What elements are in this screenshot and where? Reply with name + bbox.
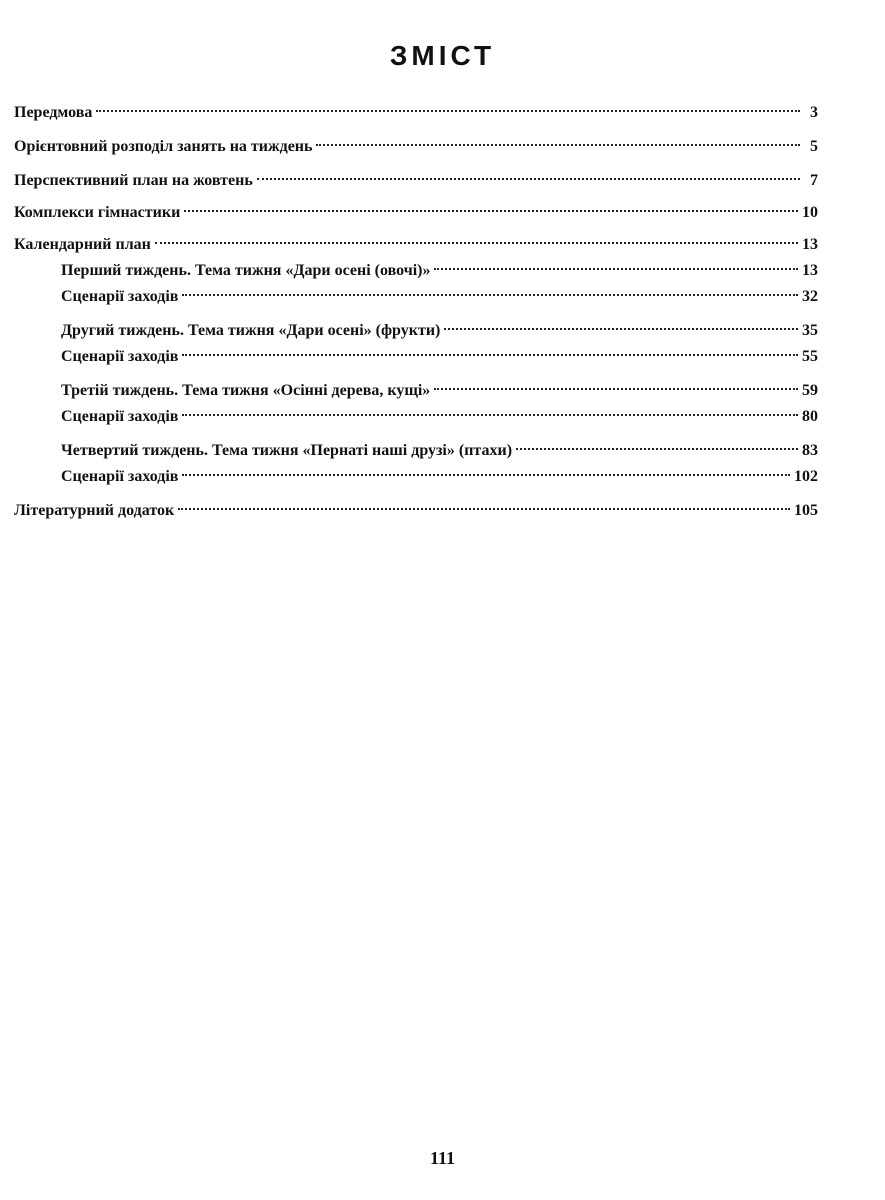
toc-entry-page: 13 (802, 262, 818, 279)
toc-entry-label: Орієнтовний розподіл занять на тиждень (14, 138, 313, 155)
toc-entry-page: 35 (802, 322, 818, 339)
toc-entry-label: Третій тиждень. Тема тижня «Осінні дерева, кущі» (61, 382, 431, 399)
dot-leader (257, 178, 800, 180)
toc-entry-weekly-schedule[interactable] (14, 134, 818, 160)
dot-leader (178, 508, 790, 510)
toc-entry-calendar-plan[interactable] (14, 232, 818, 258)
toc-entry-label: Четвертий тиждень. Тема тижня «Пернаті наші друзі» (птахи) (61, 442, 513, 459)
toc-entry-label: Сценарії заходів (61, 468, 179, 485)
toc-entry-page: 102 (794, 468, 818, 485)
toc-entry-label: Другий тиждень. Тема тижня «Дари осені» (фрукти) (61, 322, 441, 339)
toc-entry-perspective-plan[interactable] (14, 168, 818, 194)
toc-entry-page: 80 (802, 408, 818, 425)
toc-entry-week-3-scenarios[interactable] (14, 404, 818, 430)
toc-entry-week-4[interactable] (14, 438, 818, 464)
toc-entry-week-2-scenarios[interactable] (14, 344, 818, 370)
dot-leader (96, 110, 800, 112)
toc-entry-label: Комплекси гімнастики (14, 204, 181, 221)
page-title: ЗМІСТ (389, 40, 496, 71)
dot-leader (444, 328, 798, 330)
toc-entry-page: 7 (810, 172, 818, 189)
dot-leader (184, 210, 798, 212)
toc-entry-label: Передмова (14, 104, 93, 121)
toc-entry-page: 10 (802, 204, 818, 221)
table-of-contents (14, 100, 818, 524)
toc-entry-label: Сценарії заходів (61, 348, 179, 365)
dot-leader (155, 242, 798, 244)
toc-entry-week-3[interactable] (14, 378, 818, 404)
dot-leader (182, 354, 798, 356)
toc-entry-label: Літературний додаток (14, 502, 175, 519)
dot-leader (434, 268, 798, 270)
toc-entry-page: 105 (794, 502, 818, 519)
page-number: 111 (429, 1148, 455, 1168)
toc-entry-page: 55 (802, 348, 818, 365)
toc-entry-label: Перспективний план на жовтень (14, 172, 253, 189)
toc-entry-week-1[interactable] (14, 258, 818, 284)
dot-leader (182, 414, 798, 416)
toc-entry-page: 59 (802, 382, 818, 399)
toc-entry-page: 83 (802, 442, 818, 459)
toc-entry-label: Календарний план (14, 236, 151, 253)
toc-entry-page: 32 (802, 288, 818, 305)
toc-entry-week-4-scenarios[interactable] (14, 464, 818, 490)
toc-entry-foreword[interactable] (14, 100, 818, 126)
toc-entry-week-1-scenarios[interactable] (14, 284, 818, 310)
toc-entry-page: 3 (810, 104, 818, 121)
toc-entry-page: 13 (802, 236, 818, 253)
dot-leader (516, 448, 798, 450)
toc-entry-label: Сценарії заходів (61, 288, 179, 305)
toc-entry-label: Сценарії заходів (61, 408, 179, 425)
toc-entry-gymnastics[interactable] (14, 200, 818, 226)
toc-entry-page: 5 (810, 138, 818, 155)
dot-leader (434, 388, 798, 390)
toc-entry-week-2[interactable] (14, 318, 818, 344)
dot-leader (182, 474, 790, 476)
dot-leader (182, 294, 798, 296)
toc-entry-label: Перший тиждень. Тема тижня «Дари осені (овочі)» (61, 262, 431, 279)
dot-leader (316, 144, 800, 146)
toc-entry-literary-appendix[interactable] (14, 498, 818, 524)
